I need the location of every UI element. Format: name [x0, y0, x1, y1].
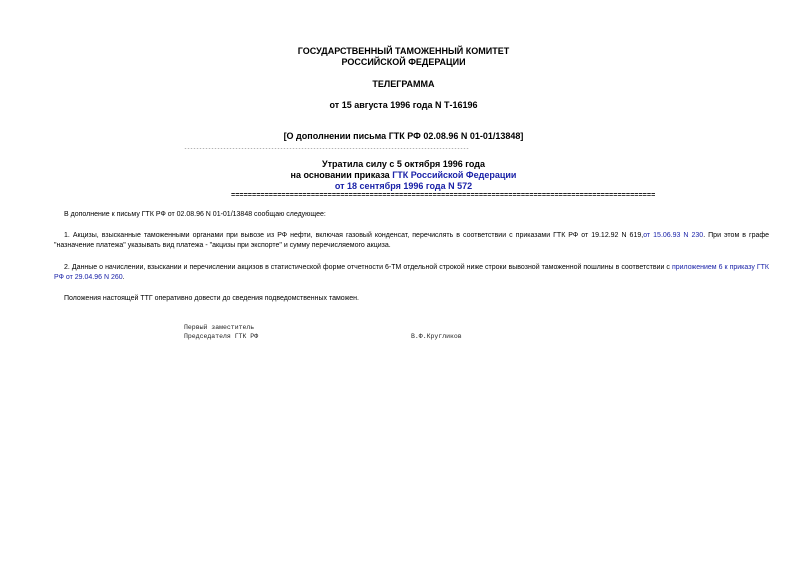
closing-paragraph	[54, 294, 769, 304]
status-date-line	[0, 181, 807, 192]
paragraph-1	[54, 231, 769, 251]
paragraph-1-text: 1. Акцизы, взысканные таможенными органами при вывозе из РФ нефти, включая газовый конденсат, перечислять в соответствии с приказами ГТК РФ от 19.12.92 N 619,	[64, 232, 644, 239]
status-order-date-link[interactable]: от 18 сентября 1996 года N 572	[334, 181, 473, 191]
document-type: ТЕЛЕГРАММА	[372, 79, 435, 89]
header-federation-line: РОССИЙСКОЙ ФЕДЕРАЦИИ	[341, 57, 466, 67]
document-date-number: от 15 августа 1996 года N Т-16196	[329, 100, 478, 110]
thin-separator: -----------------------------------------------------------------------------------------------	[184, 146, 470, 152]
closing-text: Положения настоящей ТТГ оперативно довести до сведения подведомственных таможен.	[64, 295, 359, 302]
status-expired-line: Утратила силу с 5 октября 1996 года	[322, 159, 485, 169]
signer-name: В.Ф.Кругликов	[411, 333, 462, 340]
intro-paragraph	[54, 210, 769, 220]
header-committee-line: ГОСУДАРСТВЕННЫЙ ТАМОЖЕННЫЙ КОМИТЕТ	[297, 46, 510, 56]
paragraph-2-text: 2. Данные о начислении, взыскании и перечислении акцизов в статистической форме отчетности 6-ТМ отдельной строкой ниже строки вывозной таможенной пошлины в соответствии с	[64, 264, 672, 271]
signer-title-line1: Первый заместитель	[184, 324, 255, 331]
status-order-link[interactable]: ГТК Российской Федерации	[392, 170, 517, 180]
paragraph-2-text-end: .	[122, 274, 125, 281]
appendix-6-link[interactable]: приложением 6 к приказу ГТК РФ от 29.04.96 N 260	[54, 264, 769, 281]
order-230-link[interactable]: от 15.06.93 N 230	[643, 232, 704, 239]
double-separator: =====================================================================================================	[231, 192, 656, 200]
paragraph-1-text-end: . При этом в графе "назначение платежа" указывать вид платежа - "акцизы при экспорте" и сумму перечисляемого акциза.	[54, 232, 770, 249]
status-basis-line	[0, 170, 807, 181]
intro-text: В дополнение к письму ГТК РФ от 02.08.96 N 01-01/13848 сообщаю следующее:	[64, 211, 326, 218]
paragraph-2	[54, 263, 769, 283]
status-basis-text: на основании приказа	[290, 170, 393, 180]
signer-title-line2: Председателя ГТК РФ	[184, 333, 259, 340]
document-subject: [О дополнении письма ГТК РФ 02.08.96 N 01-01/13848]	[283, 131, 524, 141]
